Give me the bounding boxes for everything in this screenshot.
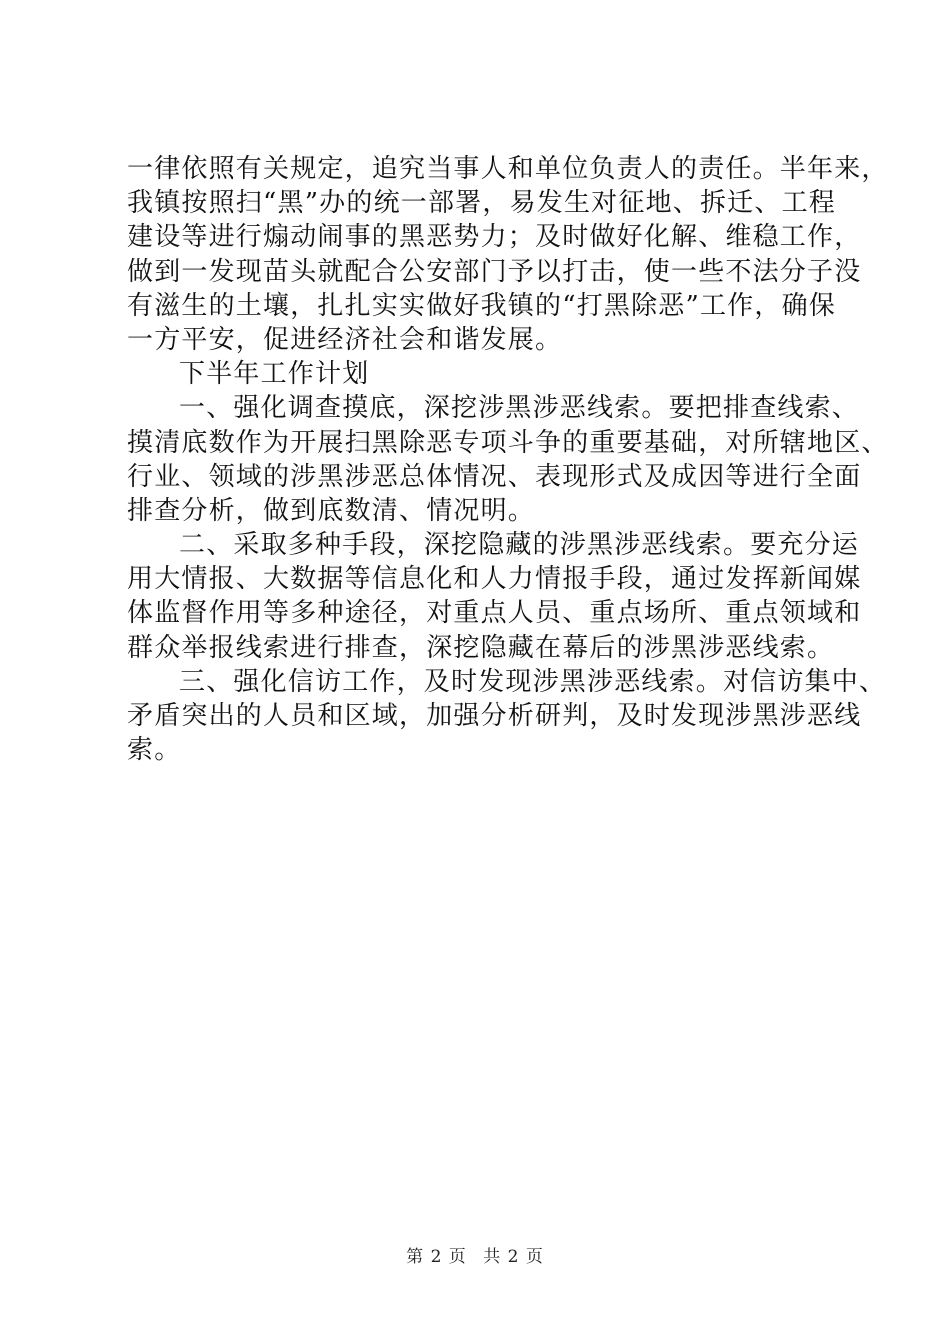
text-line: 体监督作用等多种途径，对重点人员、重点场所、重点领域和 [127,598,862,629]
section-heading: 下半年工作计划 [179,359,370,390]
text-line: 建设等进行煽动闹事的黑恶势力；及时做好化解、维稳工作， [127,222,862,253]
text-line: 矛盾突出的人员和区域，加强分析研判，及时发现涉黑涉恶线 [127,701,862,731]
document-body [127,152,889,767]
text-line: 一律依照有关规定，追究当事人和单位负责人的责任。半年来， [127,154,889,184]
text-line: 一、强化调查摸底，深挖涉黑涉恶线索。要把排查线索、 [179,393,860,424]
page-total: 共 2 页 [483,1247,544,1267]
text-line: 排查分析，做到底数清、情况明。 [127,495,536,526]
text-line: 用大情报、大数据等信息化和人力情报手段，通过发挥新闻媒 [127,564,862,595]
text-line: 群众举报线索进行排查，深挖隐藏在幕后的涉黑涉恶线索。 [127,632,835,663]
text-line: 索。 [127,735,182,766]
text-line: 行业、领域的涉黑涉恶总体情况、表现形式及成因等进行全面 [127,461,862,492]
text-line: 我镇按照扫“黑”办的统一部署，易发生对征地、拆迁、工程 [127,188,836,219]
text-line: 二、采取多种手段，深挖隐藏的涉黑涉恶线索。要充分运 [179,530,860,561]
text-line: 摸清底数作为开展扫黑除恶专项斗争的重要基础，对所辖地区、 [127,427,889,458]
page-number: 第 2 页 [406,1247,467,1267]
text-line: 做到一发现苗头就配合公安部门予以打击，使一些不法分子没 [127,256,862,287]
text-line: 有滋生的土壤，扎扎实实做好我镇的“打黑除恶”工作，确保 [127,290,836,321]
text-line: 一方平安，促进经济社会和谐发展。 [127,324,563,355]
text-line: 三、强化信访工作，及时发现涉黑涉恶线索。对信访集中、 [179,666,887,697]
page-footer [0,1242,950,1267]
